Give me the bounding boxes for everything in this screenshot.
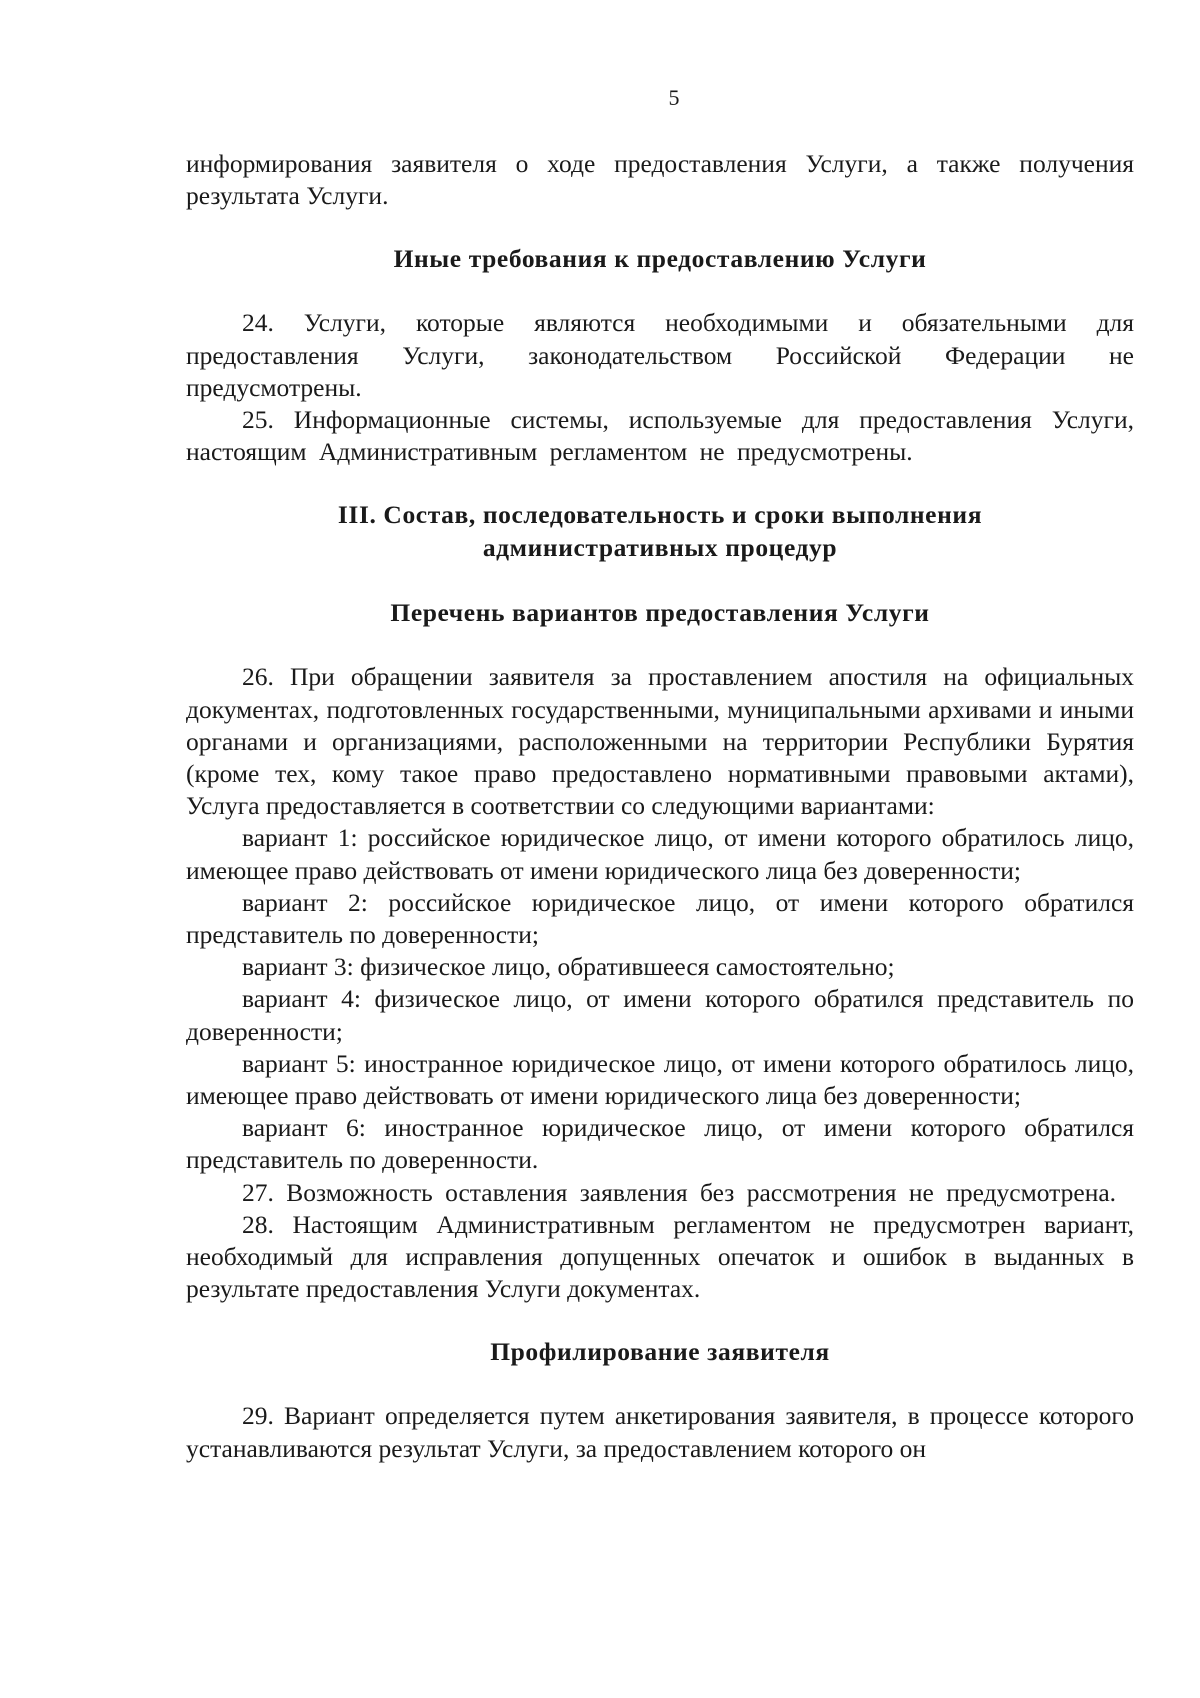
section-heading-variants-list: Перечень вариантов предоставления Услуги (390, 598, 930, 628)
paragraph-28: 28. Настоящим Административным регламентом не предусмотрен вариант, необходимый для исправления допущенных опечаток и ошибок в выданных в результате предоставления Услуги документах. (186, 1209, 1134, 1304)
paragraph-24: 24. Услуги, которые являются необходимыми и обязательными для предоставления Услуги, законодательством Российской Федерации не предусмотрены. (186, 308, 1134, 402)
paragraph-26: 26. При обращении заявителя за проставлением апостиля на официальных документах, подготовленных государственными, муниципальными архивами и иными органами и организациями, расположенными на территории Республики Бурятия (кроме тех, кому такое право предоставлено нормативными правовыми актами), Услуга предоставляется в соответствии со следующими вариантами: (186, 662, 1134, 821)
chapter-heading-line-1: III. Состав, последовательность и сроки выполнения (337, 500, 983, 530)
paragraph-25: 25. Информационные системы, используемые для предоставления Услуги, настоящим Административным регламентом не предусмотрены. (186, 405, 1134, 467)
variant-3: вариант 3: физическое лицо, обратившееся самостоятельно; (242, 952, 895, 982)
variant-6: вариант 6: иностранное юридическое лицо, от имени которого обратился представитель по доверенности. (186, 1113, 1134, 1175)
paragraph-continuation: информирования заявителя о ходе предоставления Услуги, а также получения результата Услуги. (186, 149, 1134, 211)
chapter-heading-line-2: административных процедур (482, 533, 838, 563)
variant-4: вариант 4: физическое лицо, от имени которого обратился представитель по доверенности; (186, 984, 1134, 1046)
page-number: 5 (668, 85, 680, 110)
variant-2: вариант 2: российское юридическое лицо, от имени которого обратился представитель по доверенности; (186, 887, 1134, 950)
variant-1: вариант 1: российское юридическое лицо, от имени которого обратилось лицо, имеющее право действовать от имени юридического лица без доверенности; (186, 823, 1134, 885)
variant-5: вариант 5: иностранное юридическое лицо, от имени которого обратилось лицо, имеющее право действовать от имени юридического лица без доверенности; (186, 1048, 1134, 1111)
section-heading-applicant-profiling: Профилирование заявителя (490, 1337, 830, 1367)
paragraph-27: 27. Возможность оставления заявления без рассмотрения не предусмотрена. (242, 1177, 1117, 1207)
chapter-heading-iii (186, 498, 1134, 564)
section-heading-other-requirements: Иные требования к предоставлению Услуги (393, 244, 927, 274)
document-page (186, 84, 1134, 1465)
paragraph-29: 29. Вариант определяется путем анкетирования заявителя, в процессе которого устанавливаются результат Услуги, за предоставлением которого он (186, 1401, 1134, 1463)
